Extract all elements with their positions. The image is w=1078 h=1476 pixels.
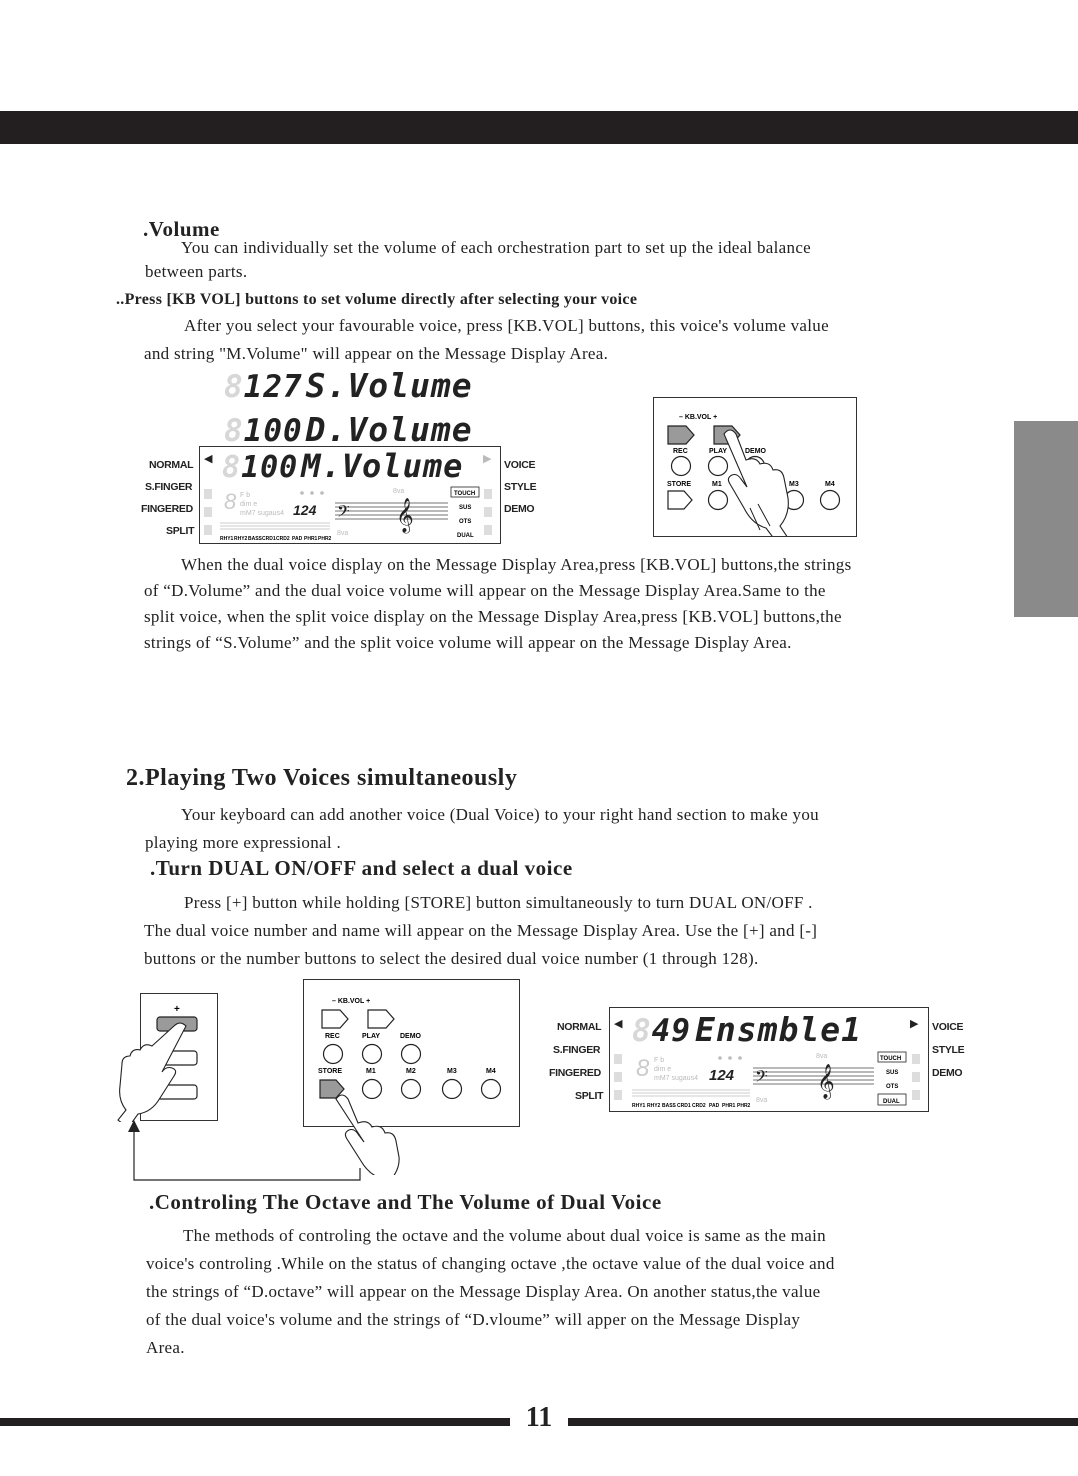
- hand-store-icon: [322, 1085, 422, 1175]
- display-2-details: [610, 1050, 928, 1110]
- m4-label-2: M4: [486, 1068, 496, 1075]
- two-voices-intro-line2: playing more expressional .: [145, 833, 341, 852]
- m4-button-2[interactable]: [482, 1080, 501, 1099]
- m2-label-2: M2: [406, 1068, 416, 1075]
- rec-label-2: REC: [325, 1033, 340, 1040]
- section-tab: [1014, 421, 1078, 617]
- s-volume-text: S.Volume: [305, 366, 473, 405]
- dual-onoff-line1: Press [+] button while holding [STORE] button simultaneously to turn DUAL ON/OFF .: [184, 893, 813, 912]
- track-pad-2: PAD: [709, 1103, 720, 1109]
- demo-label-1: DEMO: [745, 448, 766, 455]
- m-volume-text: M.Volume: [301, 447, 464, 485]
- play-label-2: PLAY: [362, 1033, 381, 1040]
- hand-plus-icon: [110, 1012, 200, 1122]
- bass-clef-icon: 𝄢: [337, 503, 350, 525]
- chord-text-3: mM7 sugaus4: [240, 510, 284, 517]
- play-label-1: PLAY: [709, 448, 728, 455]
- dual-voice-readout: 849 Ensmble1: [632, 1010, 862, 1049]
- label-demo-2: DEMO: [932, 1067, 963, 1079]
- d-volume-value: 100: [243, 413, 303, 449]
- track-rhy2-1: RHY2: [234, 536, 248, 542]
- svg-text:8: 8: [224, 489, 237, 514]
- m3-label-1: M3: [789, 481, 799, 488]
- label-sfinger-2: S.FINGER: [553, 1044, 601, 1056]
- kbvol-label-1: – KB.VOL +: [679, 414, 718, 421]
- track-crd2-2: CRD2: [692, 1103, 706, 1109]
- bass-clef-icon-2: 𝄢: [755, 1068, 768, 1090]
- kbvol-plus-button-2[interactable]: [368, 1010, 394, 1028]
- octave-line4: of the dual voice's volume and the strings of “D.vloume” will apper on the Message Display: [146, 1310, 801, 1329]
- label-voice-2: VOICE: [932, 1021, 964, 1033]
- m-volume-readout: 8100M.Volume: [222, 447, 464, 485]
- status-touch-1: TOUCH: [454, 491, 476, 497]
- octave-mark-1: 8va: [393, 488, 405, 495]
- status-touch-2: TOUCH: [880, 1056, 902, 1062]
- two-voices-heading: 2.Playing Two Voices simultaneously: [126, 765, 518, 791]
- label-style-1: STYLE: [504, 481, 537, 493]
- volume-dual-line1: When the dual voice display on the Message Display Area,press [KB.VOL] buttons,the strings: [181, 555, 852, 574]
- svg-text:8: 8: [636, 1055, 650, 1082]
- label-style-2: STYLE: [932, 1044, 965, 1056]
- track-phr1-2: PHR1: [722, 1103, 736, 1109]
- play-button-2[interactable]: [363, 1045, 382, 1064]
- track-phr1-1: PHR1: [304, 536, 318, 542]
- message-display-1: [199, 446, 501, 544]
- left-arrow-icon: ◀: [204, 453, 213, 465]
- track-rhy1-2: RHY1: [632, 1103, 646, 1109]
- m4-label-1: M4: [825, 481, 835, 488]
- footer-rule-left: [0, 1418, 510, 1426]
- m-volume-value: 100: [241, 450, 299, 485]
- track-bass-1: BASS: [248, 536, 262, 542]
- panel-kbvol-1: [653, 397, 857, 537]
- tempo-1: 124: [293, 502, 317, 518]
- store-button-1[interactable]: [668, 491, 692, 509]
- status-ots-2: OTS: [886, 1084, 899, 1090]
- octave-line2: voice's controling .While on the status of changing octave ,the octave value of the dual voice and: [146, 1254, 835, 1273]
- status-sus-1: SUS: [459, 505, 472, 511]
- volume-heading: .Volume: [143, 217, 220, 241]
- s-volume-readout: 8127S.Volume: [224, 366, 473, 405]
- label-voice-1: VOICE: [504, 459, 536, 471]
- treble-clef-icon-2: 𝄞: [817, 1065, 835, 1098]
- octave-heading: .Controling The Octave and The Volume of Dual Voice: [149, 1190, 662, 1214]
- rec-label-1: REC: [673, 448, 688, 455]
- right-arrow-icon-2: ▶: [910, 1018, 919, 1030]
- octave-mark-2: 8va: [337, 530, 349, 537]
- chord-text-2-1: F b: [654, 1057, 665, 1064]
- right-arrow-icon: ▶: [483, 453, 492, 465]
- tempo-2: 124: [709, 1067, 735, 1084]
- m1-label-2: M1: [366, 1068, 376, 1075]
- label-fingered-2: FINGERED: [549, 1067, 601, 1079]
- dual-voice-number: 49: [651, 1013, 691, 1049]
- volume-dual-line3: split voice, when the split voice display on the Message Display Area,press [KB.VOL] buttons,the: [144, 607, 842, 626]
- label-demo-1: DEMO: [504, 503, 535, 515]
- status-dual-2: DUAL: [883, 1099, 900, 1105]
- footer-rule-right: [568, 1418, 1078, 1426]
- store-label-2: STORE: [318, 1068, 342, 1075]
- message-display-2: [609, 1007, 929, 1112]
- s-volume-value: 127: [243, 369, 303, 405]
- m3-button-2[interactable]: [443, 1080, 462, 1099]
- kbvol-heading: ..Press [KB VOL] buttons to set volume directly after selecting your voice: [116, 291, 638, 308]
- chord-text-2: dim e: [240, 501, 258, 508]
- track-bass-2: BASS: [662, 1103, 676, 1109]
- track-phr2-1: PHR2: [318, 536, 332, 542]
- kbvol-label-2: – KB.VOL +: [332, 998, 371, 1005]
- octave-line1: The methods of controling the octave and the volume about dual voice is same as the main: [183, 1226, 826, 1245]
- chord-text-1: F b: [240, 492, 251, 499]
- header-bar: [0, 111, 1078, 144]
- store-label-1: STORE: [667, 481, 691, 488]
- dual-onoff-heading: .Turn DUAL ON/OFF and select a dual voice: [150, 856, 573, 880]
- label-split-1: SPLIT: [166, 525, 195, 537]
- label-normal-1: NORMAL: [149, 459, 194, 471]
- track-pad-1: PAD: [292, 536, 303, 542]
- display-1-details: [200, 485, 500, 543]
- octave-mark-2-1: 8va: [816, 1053, 828, 1060]
- kbvol-line1: After you select your favourable voice, press [KB.VOL] buttons, this voice's volume value: [184, 316, 829, 335]
- status-sus-2: SUS: [886, 1070, 899, 1076]
- volume-intro-line1: You can individually set the volume of each orchestration part to set up the ideal balance: [181, 238, 812, 257]
- label-sfinger-1: S.FINGER: [145, 481, 193, 493]
- m4-button-1[interactable]: [821, 491, 840, 510]
- rec-button-1[interactable]: [672, 457, 691, 476]
- volume-intro-line2: between parts.: [145, 262, 248, 281]
- octave-line5: Area.: [146, 1338, 185, 1357]
- chord-text-2-2: dim e: [654, 1066, 672, 1073]
- status-ots-1: OTS: [459, 519, 472, 525]
- dual-voice-name: Ensmble1: [695, 1010, 862, 1049]
- track-crd1-2: CRD1: [677, 1103, 691, 1109]
- plus-label: +: [174, 1004, 180, 1015]
- track-rhy2-2: RHY2: [647, 1103, 661, 1109]
- kbvol-minus-button[interactable]: [668, 426, 694, 444]
- d-volume-readout: 8100D.Volume: [224, 410, 473, 449]
- octave-mark-2-2: 8va: [756, 1097, 768, 1104]
- demo-button-2[interactable]: [402, 1045, 421, 1064]
- d-volume-text: D.Volume: [305, 410, 473, 449]
- volume-dual-line2: of “D.Volume” and the dual voice volume will appear on the Message Display Area.Same to the: [144, 581, 826, 600]
- m1-label-1: M1: [712, 481, 722, 488]
- track-rhy1-1: RHY1: [220, 536, 234, 542]
- track-crd1-1: CRD1: [262, 536, 276, 542]
- track-phr2-2: PHR2: [737, 1103, 751, 1109]
- label-normal-2: NORMAL: [557, 1021, 602, 1033]
- play-button-1[interactable]: [709, 457, 728, 476]
- two-voices-intro-line1: Your keyboard can add another voice (Dual Voice) to your right hand section to make you: [181, 805, 819, 824]
- volume-dual-line4: strings of “S.Volume” and the split voice volume will appear on the Message Display Area.: [144, 633, 792, 652]
- kbvol-line2: and string "M.Volume" will appear on the Message Display Area.: [144, 344, 609, 363]
- status-dual-1: DUAL: [457, 533, 474, 539]
- dual-onoff-line3: buttons or the number buttons to select the desired dual voice number (1 through 128).: [144, 949, 759, 968]
- dual-onoff-line2: The dual voice number and name will appear on the Message Display Area. Use the [+] and [-]: [144, 921, 818, 940]
- kbvol-minus-button-2[interactable]: [322, 1010, 348, 1028]
- label-fingered-1: FINGERED: [141, 503, 193, 515]
- page-number: 11: [525, 1402, 553, 1433]
- track-crd2-1: CRD2: [276, 536, 290, 542]
- chord-text-2-3: mM7 sugaus4: [654, 1075, 698, 1082]
- m3-label-2: M3: [447, 1068, 457, 1075]
- label-split-2: SPLIT: [575, 1090, 604, 1102]
- left-arrow-icon-2: ◀: [614, 1018, 623, 1030]
- hand-icon: [724, 430, 788, 536]
- demo-label-2: DEMO: [400, 1033, 421, 1040]
- octave-line3: the strings of “D.octave” will appear on the Message Display Area. On another status,the value: [146, 1282, 821, 1301]
- rec-button-2[interactable]: [324, 1045, 343, 1064]
- treble-clef-icon: 𝄞: [396, 499, 414, 532]
- m1-button-1[interactable]: [709, 491, 728, 510]
